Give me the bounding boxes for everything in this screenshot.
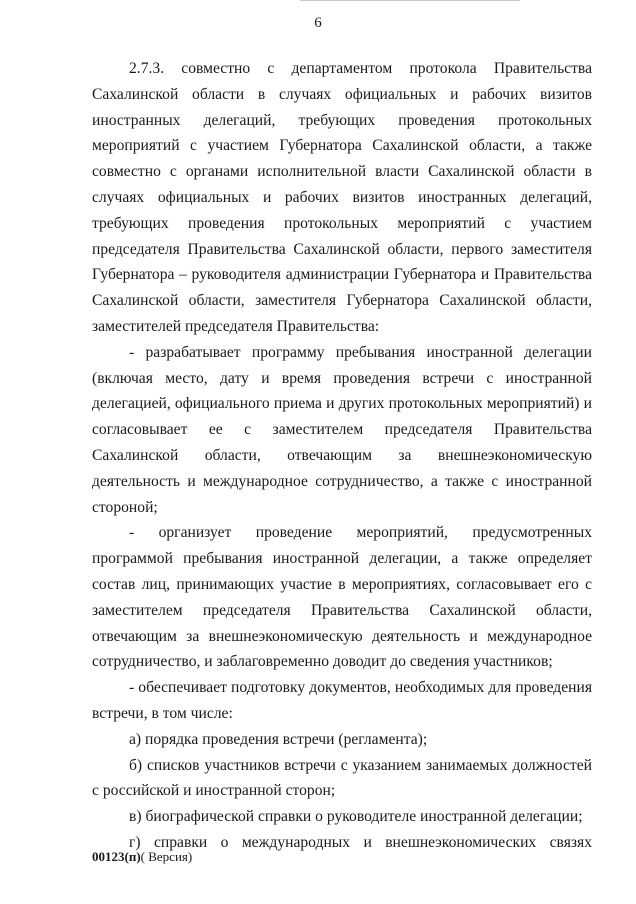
scan-edge-line [300, 0, 520, 1]
document-version: ( Версия) [140, 849, 193, 864]
paragraph-program: - разрабатывает программу пребывания иностранной делегации (включая место, дату и время проведения встречи с иностранной делегацией, официального приема и других протокольных мероприятий) и согласовывает ее с заместителем председателя Правительства Сахалинской области, отвечающим за внешнеэкономическую деятельность и международное сотрудничество, а также с иностранной стороной; [92, 343, 592, 516]
paragraph-item-v: в) биографической справки о руководителе иностранной делегации; [129, 808, 583, 826]
paragraph-organize: - организует проведение мероприятий, предусмотренных программой пребывания иностранной делегации, а также определяет состав лиц, принимающих участие в мероприятиях, согласовывает его с заместителем председателя Правительства Сахалинской области, отвечающим за внешнеэкономическую деятельность и международное сотрудничество, и заблаговременно доводит до сведения участников; [92, 524, 592, 671]
page-number: 6 [314, 15, 322, 31]
paragraph-item-a: а) порядка проведения встречи (регламента); [129, 730, 428, 748]
paragraph-item-g: г) справки о международных и внешнеэкономических связях [129, 833, 592, 851]
document-footer [92, 849, 192, 865]
document-body [92, 56, 592, 856]
document-code: 00123(п) [92, 849, 141, 864]
paragraph-2-7-3: 2.7.3. совместно с департаментом протокола Правительства Сахалинской области в случаях официальных и рабочих визитов иностранных делегаций, требующих проведения протокольных мероприятий с участием Губернатора Сахалинской области, а также совместно с органами исполнительной власти Сахалинской области в случаях официальных и рабочих визитов иностранных делегаций, требующих проведения протокольных мероприятий с участием председателя Правительства Сахалинской области, первого заместителя Губернатора – руководителя администрации Губернатора и Правительства Сахалинской области, заместителя Губернатора Сахалинской области, заместителей председателя Правительства: [92, 60, 592, 335]
paragraph-item-b: б) списков участников встречи с указанием занимаемых должностей с российской и иностранной сторон; [92, 756, 592, 800]
paragraph-documents: - обеспечивает подготовку документов, необходимых для проведения встречи, в том числе: [92, 679, 592, 722]
